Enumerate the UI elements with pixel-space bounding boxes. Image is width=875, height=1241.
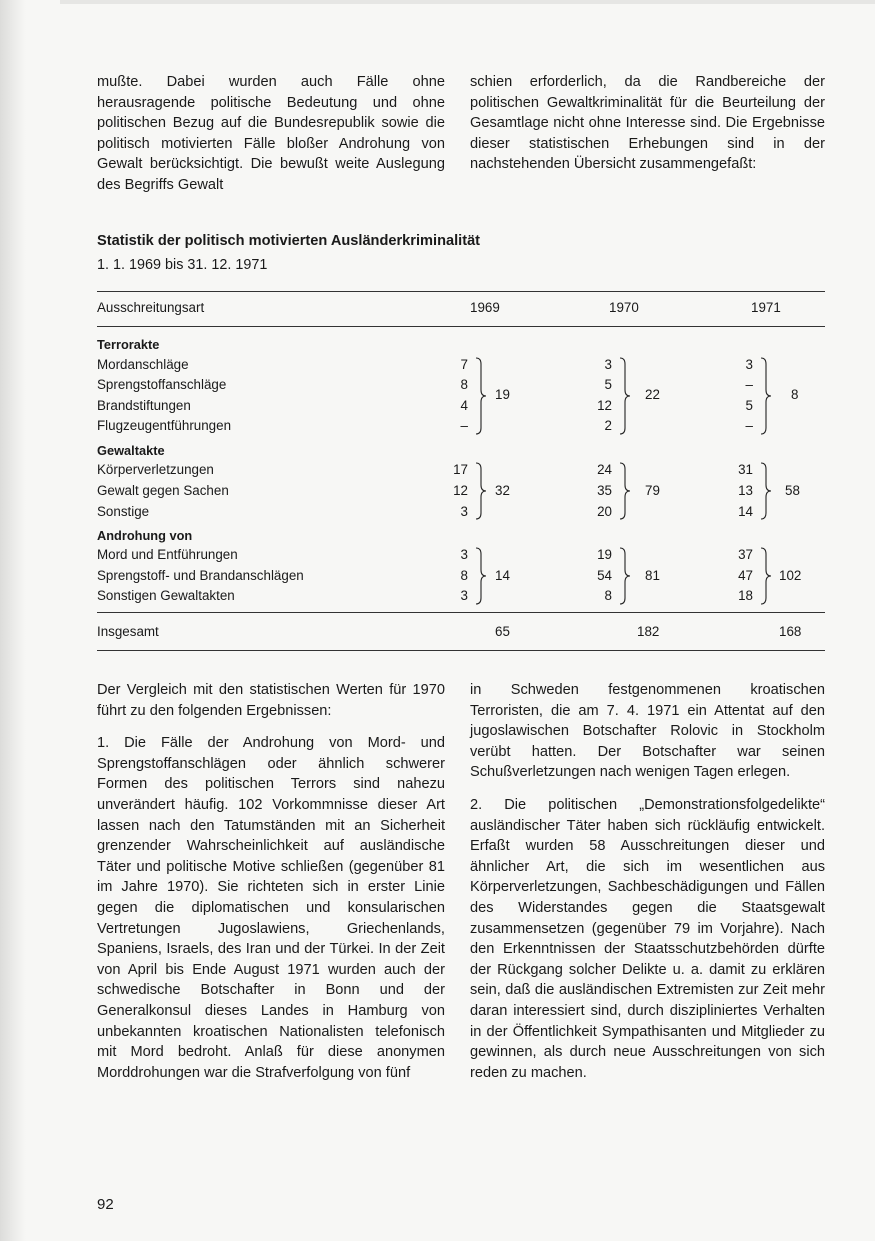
cell-1971: 14 [738,504,753,519]
brace-1969-androhung [474,546,488,606]
cell-1969: 3 [460,588,468,603]
brace-1969-terror [474,356,488,436]
row-label: Flugzeugentführungen [97,418,232,433]
cell-1970: 54 [597,568,612,583]
grand-total-1970: 182 [637,624,660,639]
group-name-terrorakte: Terrorakte [97,337,160,352]
cell-1969: 12 [453,483,468,498]
cell-1970: 8 [604,588,612,603]
body-left-paragraph-2: 1. Die Fälle der Androhung von Mord- und Sprengstoffanschlägen oder ähnlich schwerer Formen des politischen Terrors sind nahezu unverändert häufig. 102 Vorkommnisse dieser Art lassen nach den Tatumständen mit an Sicherheit grenzender Wahrscheinlichkeit auf ausländische Täter und politische Motive schließen (gegenüber 81 im Jahre 1970). Sie richteten sich in erster Linie gegen die diplomatischen und konsularischen Vertretungen Jugoslawiens, Griechenlands, Spaniens, Israels, des Iran und der Türkei. In der Zeit von April bis Ende August 1971 wurden auch der schwedische Botschafter in Bonn und der Generalkonsul dieses Landes in Hamburg von unbekannten kroatischen Nationalisten telefonisch mit Mord bedroht. Anlaß für diese anonymen Morddrohungen war die Strafverfolgung von fünf [97,735,445,1081]
intro-right-text: schien erforderlich, da die Randbereiche der politischen Gewaltkriminalität für die Beurteilung der Gesamtlage nicht ohne Interesse sind. Die Ergebnisse dieser statistischen Erhebungen sind in der nachstehenden Übersicht zusammengefaßt: [470,74,825,173]
brace-1971-gewalt [759,461,773,521]
group-total-1970: 81 [645,568,660,583]
group-name-androhung: Androhung von [97,528,193,543]
grand-total-label: Insgesamt [97,624,159,639]
cell-1970: 20 [597,504,612,519]
header-1971: 1971 [751,300,781,315]
cell-1969: 3 [460,504,468,519]
row-label: Gewalt gegen Sachen [97,483,229,498]
cell-1970: 35 [597,483,612,498]
group-total-1970: 79 [645,483,660,498]
intro-left-text: mußte. Dabei wurden auch Fälle ohne herausragende politische Bedeutung und ohne politischen Bezug auf die Bundesrepublik sowie die politisch motivierten Fälle bloßer Androhung von Gewalt berücksichtigt. Die bewußt weite Auslegung des Begriffs Gewalt [97,74,445,193]
brace-1971-androhung [759,546,773,606]
intro-column-right [470,72,825,175]
cell-1970: 3 [604,357,612,372]
header-label: Ausschreitungsart [97,300,205,315]
brace-1970-terror [618,356,632,436]
cell-1971: 3 [745,357,753,372]
cell-1969: 4 [460,398,468,413]
row-label: Sonstigen Gewaltakten [97,588,235,603]
cell-1970: 5 [604,377,612,392]
row-label: Sprengstoff- und Brandanschlägen [97,568,304,583]
cell-1970: 19 [597,547,612,562]
header-1970: 1970 [609,300,639,315]
brace-1969-gewalt [474,461,488,521]
brace-1970-gewalt [618,461,632,521]
table-top-rule [97,291,825,292]
cell-1970: 12 [597,398,612,413]
cell-1971: 47 [738,568,753,583]
cell-1969: 7 [460,357,468,372]
brace-1971-terror [759,356,773,436]
row-label: Körperverletzungen [97,462,214,477]
row-label: Sonstige [97,504,150,519]
page-edge-shadow [0,0,26,1241]
row-label: Mordanschläge [97,357,189,372]
cell-1970: 24 [597,462,612,477]
brace-1970-androhung [618,546,632,606]
cell-1970: 2 [604,418,612,433]
grand-total-1969: 65 [495,624,510,639]
body-right-paragraph-2: 2. Die politischen „Demonstrationsfolgedelikte“ ausländischer Täter haben sich rückläufig entwickelt. Erfaßt wurden 58 Ausschreitungen dieser und ähnlicher Art, die sich im wesentlichen aus Körperverletzungen, Sachbeschädigungen und Fällen des Widerstandes gegen die Staatsgewalt zusammensetzen (gegenüber 79 im Vorjahre). Nach den Erkenntnissen der Staatsschutzbehörden dürfte der Rückgang solcher Delikte u. a. damit zu erklären sein, daß die ausländischen Extremisten zur Zeit mehr daran interessiert sind, durch diszipliniertes Verhalten in der Öffentlichkeit Sympathisanten und Mitglieder zu gewinnen, als durch neue Ausschreitungen von sich reden zu machen. [470,796,825,1081]
cell-1971: 18 [738,588,753,603]
cell-1969: 3 [460,547,468,562]
group-total-1969: 14 [495,568,510,583]
group-total-1969: 32 [495,483,510,498]
cell-1969: – [460,418,468,433]
body-right-paragraph-1: in Schweden festgenommenen kroatischen Terroristen, die am 7. 4. 1971 ein Attentat auf den jugoslawischen Botschafter Rolovic in Stockholm verübt hatten. Der Botschafter war seinen Schußverletzungen nach wenigen Tagen erlegen. [470,682,825,781]
body-column-right [470,680,825,1083]
row-label: Sprengstoffanschläge [97,377,227,392]
body-column-left [97,680,445,1083]
group-total-1971: 8 [791,387,799,402]
header-1969: 1969 [470,300,500,315]
intro-column-left [97,72,445,196]
row-label: Brandstiftungen [97,398,191,413]
cell-1971: – [745,418,753,433]
cell-1971: 5 [745,398,753,413]
body-left-paragraph-1: Der Vergleich mit den statistischen Werten für 1970 führt zu den folgenden Ergebnissen: [97,682,445,719]
page-number: 92 [97,1196,114,1213]
cell-1971: 13 [738,483,753,498]
table-header-rule [97,326,825,327]
group-name-gewaltakte: Gewaltakte [97,443,165,458]
cell-1969: 8 [460,377,468,392]
page-top-edge [60,0,875,4]
cell-1969: 17 [453,462,468,477]
table-total-rule [97,612,825,613]
group-total-1971: 102 [779,568,802,583]
grand-total-1971: 168 [779,624,802,639]
cell-1971: 31 [738,462,753,477]
cell-1969: 8 [460,568,468,583]
table-title: Statistik der politisch motivierten Ausländerkriminalität [97,233,481,249]
cell-1971: – [745,377,753,392]
group-total-1970: 22 [645,387,660,402]
table-bottom-rule [97,650,825,651]
table-subtitle: 1. 1. 1969 bis 31. 12. 1971 [97,257,268,273]
group-total-1971: 58 [785,483,800,498]
cell-1971: 37 [738,547,753,562]
row-label: Mord und Entführungen [97,547,238,562]
group-total-1969: 19 [495,387,510,402]
